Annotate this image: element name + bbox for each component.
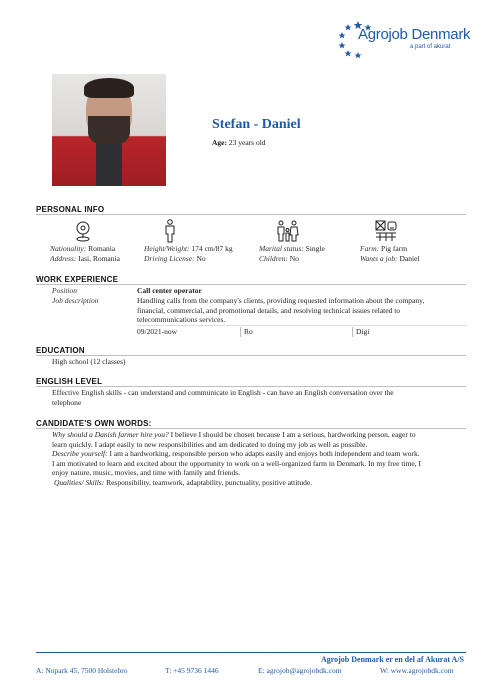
info-farm: Farm: Pig farm Wants a job: Daniel [360,244,420,263]
own-words-text: Why should a Danish farmer hire you? I believe I should be chosen because I am a serious, hardworking person, eager to learn quickly. I adapt easily to new responsibilities and am dedicated to doing my job as well as possible. Describe yourself: I am a hardworking, responsible person who adapts easily and enjoys both independent and team work. I am motivated to learn and excited about the opportunity to work on a well-organized farm in Denmark. In my free time, I enjoy nature, music, movies, and time with family and friends. Qualities/ Skills: Responsibility, teamwork, adaptability, punctuality, positive attitude. [52,430,421,487]
q2-label: Describe yourself: [52,449,108,458]
job-country: Ro [244,327,253,336]
job-row-divider [137,325,467,326]
job-col-separator [240,327,241,337]
work-experience-divider [36,284,466,285]
person-icon [163,219,177,243]
work-experience-title: WORK EXPERIENCE [36,275,119,284]
personal-info-divider [36,214,466,215]
education-value: High school (12 classes) [52,357,126,366]
job-period: 09/2021-now [137,327,177,336]
brand-name: Agrojob Denmark [358,26,471,43]
own-words-title: CANDIDATE'S OWN WORDS: [36,419,152,428]
farm-icon [374,219,398,243]
candidate-photo [52,74,166,186]
footer-phone: T: +45 9736 1446 [165,666,219,675]
q3-label: Qualities/ Skills: [54,477,105,487]
education-title: EDUCATION [36,346,85,355]
info-marital-status: Marital status: Single Children: No [259,244,325,263]
footer-web: W: www.agrojobdk.com [380,666,454,675]
english-level-divider [36,386,466,387]
brand-tagline: a part of akurat [410,44,451,50]
footer-address: A: Nupark 45, 7500 Holstebro [36,666,128,675]
job-description: Handling calls from the company's clients, providing requested information about the company, financial, commercial, and promotional details, and resolving technical issues related to telecommunications services. [137,296,425,324]
age-value: 23 years old [228,138,266,147]
info-nationality: Nationality: Romania Address: Iasi, Romania [50,244,120,263]
family-icon [276,220,300,242]
personal-info-title: PERSONAL INFO [36,205,105,214]
job-employer: Digi [356,327,370,336]
info-height-weight: Height/Weight: 174 cm/87 kg Driving License: No [144,244,233,263]
job-description-label: Job description [52,296,99,305]
job-col-separator [352,327,353,337]
own-words-divider [36,428,466,429]
candidate-age [212,138,266,148]
education-divider [36,355,466,356]
footer-divider [36,652,466,653]
position-label: Position [52,286,78,295]
english-level-text: Effective English skills - can understand and communicate in English - can have an English conversation over the telephone [52,388,394,407]
candidate-name: Stefan - Daniel [212,117,301,132]
age-label: Age: [212,138,227,147]
footer-company: Agrojob Denmark er en del af Akurat A/S [320,655,464,664]
q1-label: Why should a Danish farmer hire you? [52,430,169,439]
position-value: Call center operator [137,286,202,295]
english-level-title: ENGLISH LEVEL [36,377,103,386]
globe-pin-icon [74,220,92,242]
footer-email: E: agrojob@agrojobdk.com [258,666,342,675]
